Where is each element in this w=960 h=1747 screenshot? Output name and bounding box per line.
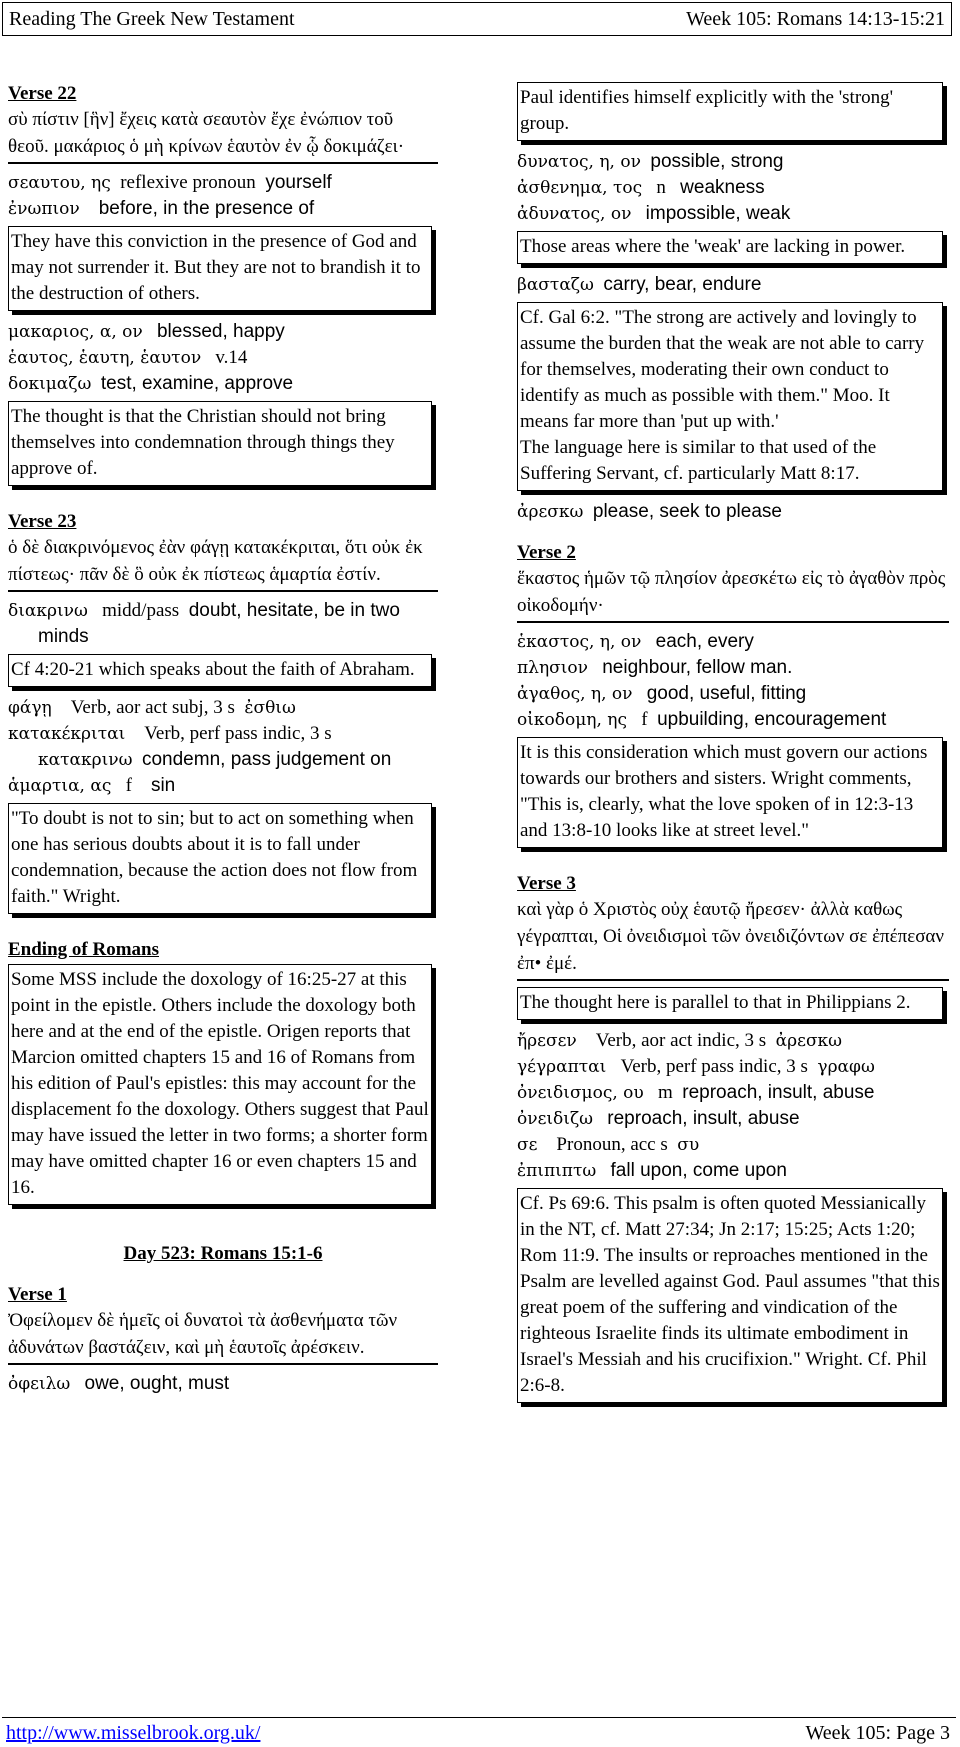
vocab-word: οἰκοδομη, ης xyxy=(517,710,627,730)
vocab-lemma: συ xyxy=(677,1135,700,1155)
vocab-word: βασταζω xyxy=(517,275,594,295)
vocab-word: ἀσθενημα, τος xyxy=(517,178,643,198)
vocab-definition: reproach, insult, abuse xyxy=(682,1082,875,1103)
vocab-definition: neighbour, fellow man. xyxy=(602,657,793,678)
verse-22-greek: σὺ πίστιν [ἣν] ἔχεις κατὰ σεαυτὸν ἔχε ἐνώπιον τοῦ θεοῦ. μακάριος ὁ μὴ κρίνων ἑαυτὸν ἐν ᾧ δοκιμάζει· xyxy=(8,106,438,164)
vocab-definition: upbuilding, encouragement xyxy=(657,709,887,730)
vocab-grammar: Verb, aor act indic, 3 s xyxy=(595,1030,767,1051)
vocab-entry xyxy=(517,1054,949,1080)
vocab-word: δυνατος, η, ον xyxy=(517,152,641,172)
commentary-box: Paul identifies himself explicitly with the 'strong' group. xyxy=(517,82,943,141)
vocab-grammar: Pronoun, acc s xyxy=(556,1134,668,1155)
vocab-word: ἁμαρτια, ας xyxy=(8,776,112,796)
vocab-entry xyxy=(8,598,438,650)
vocab-word: δοκιμαζω xyxy=(8,374,92,394)
vocab-entry xyxy=(8,695,438,721)
vocab-word: πλησιον xyxy=(517,658,588,678)
vocab-definition: please, seek to please xyxy=(592,501,782,522)
vocab-entry xyxy=(517,681,949,707)
vocab-word: ἀγαθος, η, ον xyxy=(517,684,633,704)
right-column xyxy=(517,82,949,1411)
header-title: Reading The Greek New Testament xyxy=(9,7,295,30)
vocab-definition: weakness xyxy=(680,177,765,198)
vocab-word: ἐνωπιον xyxy=(8,199,80,219)
page-number: Week 105: Page 3 xyxy=(805,1722,950,1744)
header-week: Week 105: Romans 14:13-15:21 xyxy=(686,7,945,30)
vocab-definition: reproach, insult, abuse xyxy=(607,1108,800,1129)
commentary-box: Cf. Ps 69:6. This psalm is often quoted Messianically in the NT, cf. Matt 27:34; Jn 2:17; 15:25; Acts 1:20; Rom 11:9. The insults or reproaches mentioned in the Psalm are levelled against God. Paul assumes "that this great poem of the suffering and vindication of the righteous Israelite finds its ultimate embodiment in Israel's Messiah and his crucifixion." Wright. Cf. Phil 2:6-8. xyxy=(517,1188,943,1403)
vocab-entry xyxy=(8,170,438,196)
vocab-grammar: m xyxy=(657,1082,673,1103)
vocab-word: ἐπιπιπτω xyxy=(517,1161,597,1181)
commentary-box: They have this conviction in the presence of God and may not surrender it. But they are not to brandish it to the destruction of others. xyxy=(8,226,432,311)
vocab-grammar: reflexive pronoun xyxy=(120,172,256,193)
vocab-entry xyxy=(517,1132,949,1158)
vocab-entry xyxy=(517,1158,949,1184)
vocab-entry xyxy=(8,747,438,773)
page-footer xyxy=(6,1722,950,1745)
commentary-box: "To doubt is not to sin; but to act on something when one has serious doubts about it is to fall under condemnation, because the action does not flow from faith." Wright. xyxy=(8,803,432,914)
commentary-paragraph: The language here is similar to that used of the Suffering Servant, cf. particularly Matt 8:17. xyxy=(520,437,877,484)
verse-2-heading: Verse 2 xyxy=(517,542,576,563)
vocab-definition: fall upon, come upon xyxy=(610,1160,787,1181)
vocab-definition: owe, ought, must xyxy=(84,1373,230,1394)
page-header xyxy=(2,2,952,36)
vocab-definition: each, every xyxy=(655,631,754,652)
vocab-entry xyxy=(517,201,949,227)
vocab-definition: doubt, hesitate, be in two minds xyxy=(38,600,400,647)
vocab-word: γέγραπται xyxy=(517,1057,607,1077)
verse-22-heading: Verse 22 xyxy=(8,83,77,104)
vocab-word: κατακρινω xyxy=(38,750,133,770)
vocab-entry xyxy=(517,655,949,681)
vocab-definition: v.14 xyxy=(215,347,248,368)
vocab-definition: condemn, pass judgement on xyxy=(141,749,392,770)
vocab-word: σε xyxy=(517,1135,538,1155)
ending-heading: Ending of Romans xyxy=(8,939,159,960)
vocab-definition: before, in the presence of xyxy=(98,198,315,219)
verse-3-heading: Verse 3 xyxy=(517,873,576,894)
vocab-entry xyxy=(8,371,438,397)
vocab-word: φάγῃ xyxy=(8,698,52,718)
vocab-definition: blessed, happy xyxy=(156,321,285,342)
vocab-entry xyxy=(517,1106,949,1132)
commentary-box: The thought is that the Christian should not bring themselves into condemnation through things they approve of. xyxy=(8,401,432,486)
vocab-entry xyxy=(517,629,949,655)
verse-3-greek: καὶ γὰρ ὁ Χριστὸς οὐχ ἑαυτῷ ἤρεσεν· ἀλλὰ καθως γέγραπται, Οἱ ὀνειδισμοὶ τῶν ὀνειδιζόντων σε ἐπέπεσαν ἐπ• ἐμέ. xyxy=(517,896,949,981)
commentary-box: It is this consideration which must govern our actions towards our brothers and sisters. Wright comments, "This is, clearly, what the love spoken of in 12:3-13 and 13:8-10 looks like at street level." xyxy=(517,737,943,848)
vocab-definition: sin xyxy=(150,775,176,796)
vocab-grammar: midd/pass xyxy=(102,600,180,621)
vocab-entry xyxy=(8,345,438,371)
vocab-entry xyxy=(517,149,949,175)
verse-1-heading: Verse 1 xyxy=(8,1284,67,1305)
vocab-grammar: Verb, perf pass indic, 3 s xyxy=(620,1056,808,1077)
vocab-entry xyxy=(517,175,949,201)
vocab-word: σεαυτου, ης xyxy=(8,173,111,193)
verse-23-greek: ὁ δὲ διακρινόμενος ἐὰν φάγῃ κατακέκριται, ὅτι οὐκ ἐκ πίστεως· πᾶν δὲ ὃ οὐκ ἐκ πίστεως ἁμαρτία ἐστίν. xyxy=(8,534,438,592)
vocab-grammar: Verb, perf pass indic, 3 s xyxy=(144,723,332,744)
vocab-word: ὀνειδισμος, ου xyxy=(517,1083,644,1103)
commentary-box: Some MSS include the doxology of 16:25-27 at this point in the epistle. Others include the doxology both here and at the end of the epistle. Origen reports that Marcion omitted chapters 15 and 16 of Romans from his edition of Paul's epistles: this may account for the displacement fo the doxology. Others suggest that Paul may have issued the letter in two forms; a shorter form may have omitted chapter 16 or even chapters 15 and 16. xyxy=(8,964,432,1205)
vocab-word: κατακέκριται xyxy=(8,724,126,744)
vocab-entry xyxy=(517,499,949,525)
vocab-entry xyxy=(8,773,438,799)
commentary-box: Those areas where the 'weak' are lacking in power. xyxy=(517,231,943,264)
commentary-box: Cf 4:20-21 which speaks about the faith of Abraham. xyxy=(8,654,432,687)
vocab-lemma: ἀρεσκω xyxy=(775,1031,843,1051)
day-title: Day 523: Romans 15:1-6 xyxy=(123,1243,323,1264)
verse-1-greek: Ὀφείλομεν δὲ ἡμεῖς οἱ δυνατοὶ τὰ ἀσθενήματα τῶν ἀδυνάτων βαστάζειν, καὶ μὴ ἑαυτοῖς ἀρέσκειν. xyxy=(8,1307,438,1365)
verse-2-greek: ἕκαστος ἡμῶν τῷ πλησίον ἀρεσκέτω εἰς τὸ ἀγαθὸν πρὸς οἰκοδομήν· xyxy=(517,565,949,623)
vocab-word: μακαριος, α, ον xyxy=(8,322,143,342)
vocab-word: διακρινω xyxy=(8,601,88,621)
vocab-word: ἀδυνατος, ον xyxy=(517,204,632,224)
vocab-grammar: f xyxy=(125,775,132,796)
vocab-definition: good, useful, fitting xyxy=(646,683,807,704)
commentary-paragraph: Cf. Gal 6:2. "The strong are actively and lovingly to assume the burden that the weak are not able to carry for themselves, moderating their own conduct to identify as much as possible with them." Moo. It means far more than 'put up with.' xyxy=(520,307,925,432)
website-link[interactable]: http://www.misselbrook.org.uk/ xyxy=(6,1722,261,1744)
vocab-entry xyxy=(8,721,438,747)
vocab-word: ὀφειλω xyxy=(8,1374,71,1394)
footer-divider xyxy=(2,1717,956,1718)
commentary-box: The thought here is parallel to that in Philippians 2. xyxy=(517,987,943,1020)
commentary-box xyxy=(517,302,943,491)
vocab-entry xyxy=(8,319,438,345)
vocab-entry xyxy=(517,707,949,733)
vocab-definition: test, examine, approve xyxy=(100,373,294,394)
vocab-word: ἤρεσεν xyxy=(517,1031,577,1051)
vocab-word: ὀνειδιζω xyxy=(517,1109,594,1129)
vocab-word: ἑαυτος, ἑαυτη, ἑαυτον xyxy=(8,348,202,368)
vocab-definition: yourself xyxy=(265,172,332,193)
vocab-definition: carry, bear, endure xyxy=(603,274,762,295)
vocab-word: ἀρεσκω xyxy=(517,502,584,522)
left-column xyxy=(8,82,438,1397)
vocab-word: ἑκαστος, η, ον xyxy=(517,632,642,652)
vocab-definition: impossible, weak xyxy=(645,203,791,224)
vocab-grammar: Verb, aor act subj, 3 s xyxy=(70,697,235,718)
vocab-entry xyxy=(517,1080,949,1106)
vocab-entry xyxy=(517,1028,949,1054)
vocab-grammar: f xyxy=(641,709,648,730)
vocab-grammar: n xyxy=(656,177,666,198)
vocab-entry xyxy=(517,272,949,298)
verse-23-heading: Verse 23 xyxy=(8,511,77,532)
vocab-entry xyxy=(8,1371,438,1397)
vocab-lemma: γραφω xyxy=(817,1057,875,1077)
vocab-entry xyxy=(8,196,438,222)
vocab-definition: possible, strong xyxy=(650,151,784,172)
vocab-lemma: ἐσθιω xyxy=(244,698,296,718)
